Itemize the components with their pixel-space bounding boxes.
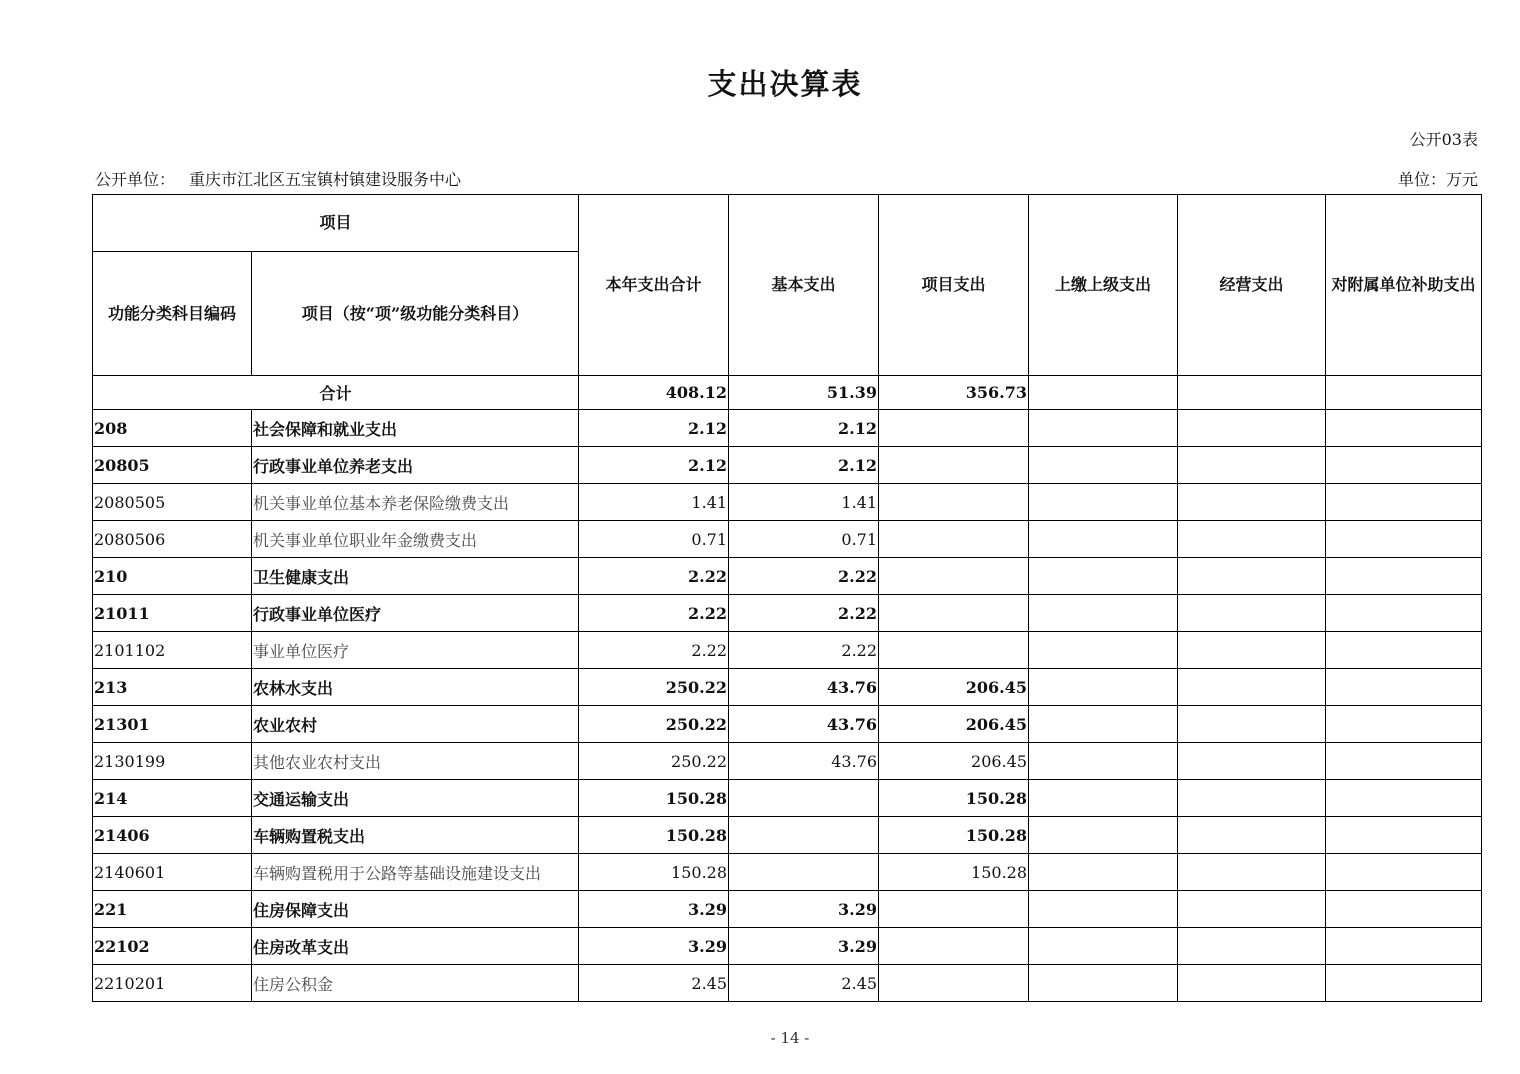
row-name: 农业农村 [252,706,579,743]
row-business [1178,891,1326,928]
row-code: 2080505 [93,484,252,521]
row-business [1178,521,1326,558]
row-project [879,891,1029,928]
org-label: 公开单位： [95,170,176,189]
row-code: 2210201 [93,965,252,1002]
row-project [879,521,1029,558]
row-subsidy [1326,891,1482,928]
table-row [93,410,1482,447]
row-total: 2.12 [579,410,729,447]
row-code: 2140601 [93,854,252,891]
total-row [93,376,1482,410]
row-upper [1029,928,1178,965]
total-amount: 408.12 [579,376,729,410]
row-name: 其他农业农村支出 [252,743,579,780]
row-code: 2101102 [93,632,252,669]
row-upper [1029,780,1178,817]
row-basic: 2.22 [729,632,879,669]
header-basic: 基本支出 [729,195,879,376]
row-code: 21406 [93,817,252,854]
row-subsidy [1326,447,1482,484]
header-business: 经营支出 [1178,195,1326,376]
row-total: 150.28 [579,854,729,891]
table-row [93,854,1482,891]
row-name: 行政事业单位医疗 [252,595,579,632]
row-code: 22102 [93,928,252,965]
row-subsidy [1326,410,1482,447]
row-business [1178,706,1326,743]
table-row [93,706,1482,743]
table-row [93,965,1482,1002]
header-project-expense: 项目支出 [879,195,1029,376]
table-row [93,484,1482,521]
row-basic: 2.45 [729,965,879,1002]
row-upper [1029,706,1178,743]
row-subsidy [1326,706,1482,743]
total-basic: 51.39 [729,376,879,410]
total-business [1178,376,1326,410]
row-business [1178,484,1326,521]
row-code: 221 [93,891,252,928]
table-id: 公开03表 [1409,130,1478,149]
row-total: 2.22 [579,595,729,632]
row-subsidy [1326,521,1482,558]
row-basic: 43.76 [729,743,879,780]
row-basic: 2.22 [729,595,879,632]
row-project [879,595,1029,632]
total-label: 合计 [93,376,579,410]
row-project [879,928,1029,965]
row-business [1178,928,1326,965]
row-project [879,558,1029,595]
row-total: 150.28 [579,817,729,854]
row-basic: 43.76 [729,706,879,743]
row-upper [1029,817,1178,854]
row-code: 21301 [93,706,252,743]
header-upper: 上缴上级支出 [1029,195,1178,376]
org-name: 重庆市江北区五宝镇村镇建设服务中心 [189,170,462,189]
row-code: 2130199 [93,743,252,780]
row-business [1178,595,1326,632]
row-basic: 2.12 [729,410,879,447]
row-name: 车辆购置税用于公路等基础设施建设支出 [252,854,579,891]
row-name: 行政事业单位养老支出 [252,447,579,484]
row-name: 社会保障和就业支出 [252,410,579,447]
row-code: 214 [93,780,252,817]
table-row [93,447,1482,484]
row-business [1178,743,1326,780]
row-subsidy [1326,558,1482,595]
row-basic: 1.41 [729,484,879,521]
table-row [93,632,1482,669]
row-business [1178,965,1326,1002]
row-code: 20805 [93,447,252,484]
row-code: 21011 [93,595,252,632]
unit-row [95,167,1478,189]
row-upper [1029,854,1178,891]
row-business [1178,558,1326,595]
row-name: 机关事业单位职业年金缴费支出 [252,521,579,558]
row-basic [729,854,879,891]
row-name: 住房公积金 [252,965,579,1002]
row-subsidy [1326,595,1482,632]
row-business [1178,447,1326,484]
row-upper [1029,669,1178,706]
row-subsidy [1326,669,1482,706]
unit-label: 单位：万元 [1397,170,1478,189]
row-name: 车辆购置税支出 [252,817,579,854]
row-total: 2.22 [579,632,729,669]
row-subsidy [1326,632,1482,669]
row-project: 150.28 [879,854,1029,891]
header-func-code: 功能分类科目编码 [93,252,252,376]
table-row [93,669,1482,706]
row-code: 208 [93,410,252,447]
row-upper [1029,595,1178,632]
row-upper [1029,558,1178,595]
row-subsidy [1326,484,1482,521]
row-upper [1029,891,1178,928]
row-business [1178,410,1326,447]
row-upper [1029,965,1178,1002]
row-basic: 2.12 [729,447,879,484]
row-code: 2080506 [93,521,252,558]
row-code: 213 [93,669,252,706]
page-number: - 14 - [770,1029,810,1047]
row-upper [1029,743,1178,780]
row-code: 210 [93,558,252,595]
row-business [1178,669,1326,706]
total-project: 356.73 [879,376,1029,410]
row-upper [1029,521,1178,558]
row-basic: 43.76 [729,669,879,706]
row-subsidy [1326,780,1482,817]
row-name: 农林水支出 [252,669,579,706]
row-business [1178,780,1326,817]
row-total: 2.22 [579,558,729,595]
table-row [93,521,1482,558]
row-name: 机关事业单位基本养老保险缴费支出 [252,484,579,521]
row-upper [1029,410,1178,447]
row-project: 206.45 [879,743,1029,780]
row-upper [1029,632,1178,669]
row-total: 2.45 [579,965,729,1002]
row-name: 交通运输支出 [252,780,579,817]
row-name: 卫生健康支出 [252,558,579,595]
row-subsidy [1326,965,1482,1002]
row-total: 250.22 [579,669,729,706]
expenditure-table [92,194,1482,1002]
total-upper [1029,376,1178,410]
row-total: 150.28 [579,780,729,817]
row-total: 1.41 [579,484,729,521]
row-project [879,484,1029,521]
row-project [879,965,1029,1002]
row-basic [729,817,879,854]
row-total: 0.71 [579,521,729,558]
row-name: 住房保障支出 [252,891,579,928]
row-name: 事业单位医疗 [252,632,579,669]
row-project: 150.28 [879,780,1029,817]
row-basic [729,780,879,817]
row-business [1178,632,1326,669]
header-project: 项目 [93,195,579,252]
table-row [93,817,1482,854]
row-subsidy [1326,817,1482,854]
row-total: 250.22 [579,706,729,743]
row-total: 3.29 [579,891,729,928]
table-row [93,595,1482,632]
row-upper [1029,484,1178,521]
total-subsidy [1326,376,1482,410]
table-row [93,780,1482,817]
row-subsidy [1326,928,1482,965]
row-project [879,410,1029,447]
row-total: 250.22 [579,743,729,780]
row-name: 住房改革支出 [252,928,579,965]
row-project: 206.45 [879,669,1029,706]
row-total: 2.12 [579,447,729,484]
row-project: 150.28 [879,817,1029,854]
header-subsidy: 对附属单位补助支出 [1326,195,1482,376]
row-subsidy [1326,854,1482,891]
table-row [93,928,1482,965]
row-project [879,447,1029,484]
row-project: 206.45 [879,706,1029,743]
table-row [93,743,1482,780]
header-project-by-item: 项目（按“项”级功能分类科目） [252,252,579,376]
row-business [1178,854,1326,891]
table-row [93,558,1482,595]
row-basic: 0.71 [729,521,879,558]
row-basic: 3.29 [729,891,879,928]
row-basic: 3.29 [729,928,879,965]
row-basic: 2.22 [729,558,879,595]
table-row [93,891,1482,928]
header-total: 本年支出合计 [579,195,729,376]
row-upper [1029,447,1178,484]
row-total: 3.29 [579,928,729,965]
org-info [95,167,461,190]
row-subsidy [1326,743,1482,780]
page-title: 支出决算表 [707,67,863,101]
row-project [879,632,1029,669]
row-business [1178,817,1326,854]
